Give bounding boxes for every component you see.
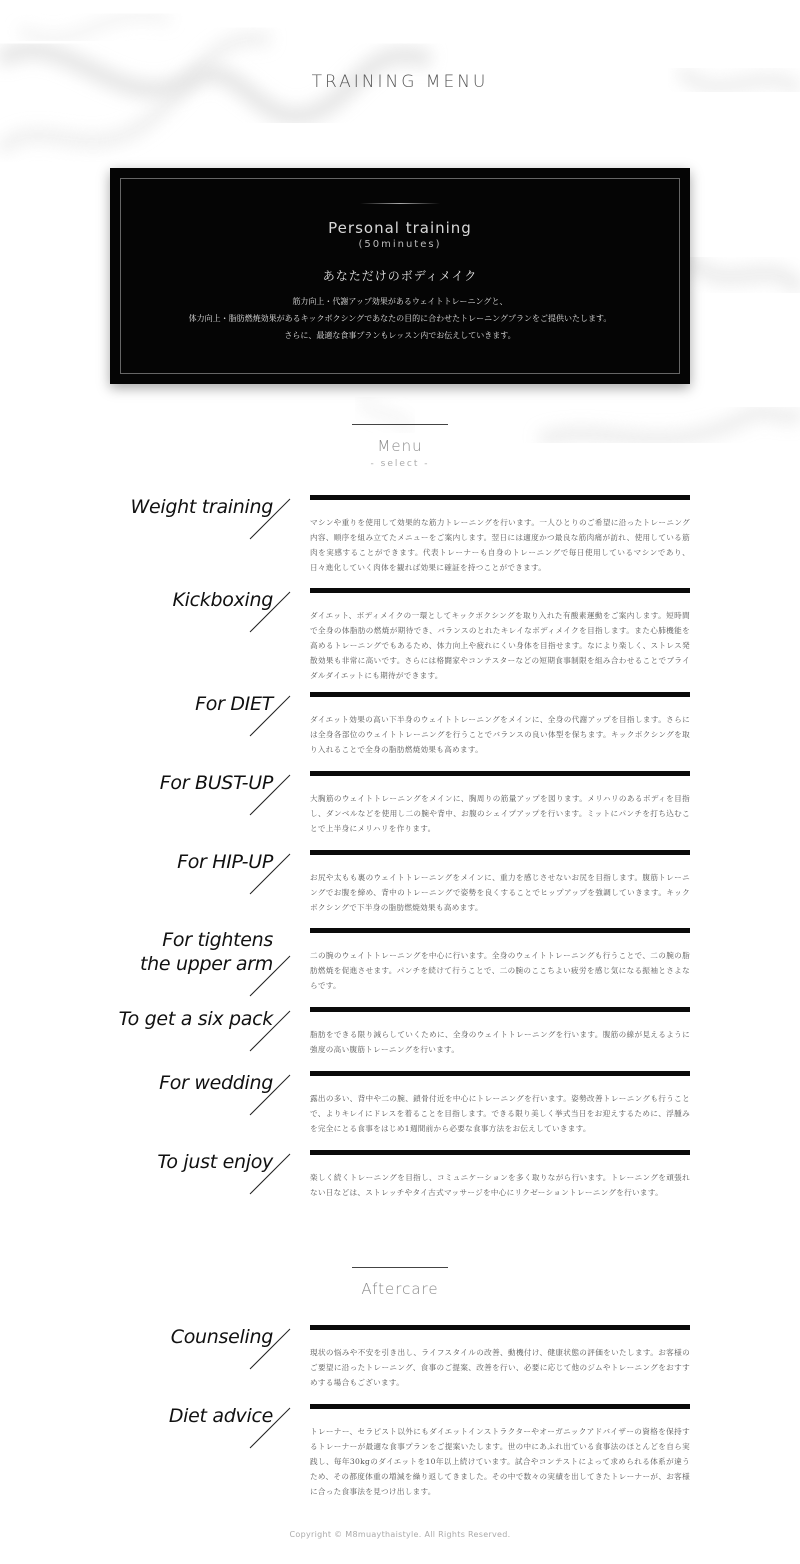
item-bar — [310, 1404, 690, 1409]
item-bar — [310, 1150, 690, 1155]
menu-section-header — [0, 424, 800, 469]
slash-decoration-icon — [248, 954, 292, 998]
menu-item-description: マシンや重りを使用して効果的な筋力トレーニングを行います。一人ひとりのご希望に沿ったトレーニング内容、順序を組み立てたメニューをご案内します。翌日には適度かつ最良な筋肉痛が訪れ、使用している筋肉を実感することができます。代表トレーナーも自身のトレーニングで毎日使用しているマシンであり、日々進化していく肉体を観れば効果に確証を持つことができます。 — [310, 518, 690, 572]
menu-item-description: 脂肪をできる限り減らしていくために、全身のウェイトトレーニングを行います。腹筋の線が見えるように強度の高い腹筋トレーニングを行います。 — [310, 1030, 690, 1054]
menu-item-description: ダイエット効果の高い下半身のウェイトトレーニングをメインに、全身の代謝アップを目指します。さらには全身各部位のウェイトトレーニングを行うことでバランスの良い体型を保ちます。キックボクシングを取り入れることで全身の脂肪燃焼効果も高めます。 — [310, 715, 690, 754]
menu-item-description: 大胸筋のウェイトトレーニングをメインに、胸周りの筋量アップを図ります。メリハリのあるボディを目指し、ダンベルなどを使用し二の腕や背中、お腹のシェイプアップを行います。ミットにパンチを打ち込むことで上半身にメリハリを作ります。 — [310, 794, 690, 833]
card-body — [121, 293, 679, 344]
menu-section-title: Menu — [377, 437, 423, 455]
card-frame — [120, 178, 680, 374]
item-bar — [310, 692, 690, 697]
slash-decoration-icon — [248, 1009, 292, 1053]
item-bar — [310, 1325, 690, 1330]
aftercare-item-title: Diet advice — [168, 1405, 273, 1427]
slash-decoration-icon — [248, 1327, 292, 1371]
card-duration: (50minutes) — [358, 239, 442, 250]
aftercare-item-title: Counseling — [170, 1326, 273, 1348]
menu-item-title: For wedding — [159, 1072, 273, 1094]
aftercare-section-header — [0, 1267, 800, 1298]
item-bar — [310, 588, 690, 593]
menu-item-description: 楽しく続くトレーニングを目指し、コミュニケーションを多く取りながら行います。トレーニングを頑張れない日などは、ストレッチやタイ古式マッサージを中心にリクゼーショントレーニングを行います。 — [310, 1173, 690, 1197]
menu-item-title-line: the upper arm — [140, 953, 273, 975]
menu-item-title: For DIET — [195, 693, 273, 715]
menu-item-description: 露出の多い、背中や二の腕、鎖骨付近を中心にトレーニングを行います。姿勢改善トレーニングも行うことで、よりキレイにドレスを着ることを目指します。できる限り美しく挙式当日をお迎えするために、浮腫みを完全にとる食事をはじめ1週間前から必要な食事方法をお伝えしていきます。 — [310, 1094, 690, 1133]
menu-item-title: For HIP-UP — [177, 851, 273, 873]
page-title: TRAINING MENU — [311, 72, 489, 92]
card-line: 筋力向上・代謝アップ効果があるウェイトトレーニングと、 — [292, 297, 508, 306]
item-bar — [310, 1071, 690, 1076]
menu-item-description: 二の腕のウェイトトレーニングを中心に行います。全身のウェイトトレーニングも行うことで、二の腕の脂肪燃焼を促進させます。パンチを続けて行うことで、二の腕のここちよい疲労を感じ気になる振袖とさよならです。 — [310, 951, 690, 990]
aftercare-section-title: Aftercare — [361, 1280, 439, 1298]
item-bar — [310, 1007, 690, 1012]
card-divider — [360, 203, 440, 204]
slash-decoration-icon — [248, 1152, 292, 1196]
item-bar — [310, 850, 690, 855]
slash-decoration-icon — [248, 694, 292, 738]
slash-decoration-icon — [248, 1406, 292, 1450]
menu-item-description: お尻や太もも裏のウェイトトレーニングをメインに、重力を感じさせないお尻を目指します。腹筋トレーニングでお腹を締め、背中のトレーニングで姿勢を良くすることでヒップアップを強調していきます。キックボクシングで下半身の脂肪燃焼効果も高めます。 — [310, 873, 690, 912]
item-bar — [310, 495, 690, 500]
menu-item-description: ダイエット、ボディメイクの一環としてキックボクシングを取り入れた有酸素運動をご案内します。短時間で全身の体脂肪の燃焼が期待でき、バランスのとれたキレイなボディメイクを目指します。また心肺機能を高めるトレーニングでもあるため、体力向上や疲れにくい身体を目指せます。なにより楽しく、ストレス発散効果も非常に高いです。さらには格闘家やコンテスターなどの短期食事制限を組み合わせることでブライダルダイエットにも期待ができます。 — [310, 611, 690, 680]
aftercare-item-description: 現状の悩みや不安を引き出し、ライフスタイルの改善、動機付け、健康状態の評価をいたします。お客様のご要望に沿ったトレーニング、食事のご提案、改善を行い、必要に応じて他のジムやトレーニングをおすすめする場合もございます。 — [310, 1348, 690, 1387]
item-bar — [310, 771, 690, 776]
menu-section-subtitle: - select - — [370, 459, 430, 469]
card-line: さらに、最適な食事プランもレッスン内でお伝えしていきます。 — [284, 331, 516, 340]
slash-decoration-icon — [248, 852, 292, 896]
aftercare-item-description: トレーナー、セラピスト以外にもダイエットインストラクターやオーガニックアドバイザーの資格を保持するトレーナーが最適な食事プランをご提案いたします。世の中にあふれ出ている食事法のほとんどを自ら実践し、毎年30kgのダイエットを10年以上続けています。試合やコンテストによって求められる体系が違うため、その都度体重の増減を繰り返してきました。その中で数々の実績を出してきたトレーナーが、お客様に合った食事法を見つけ出します。 — [310, 1427, 690, 1496]
menu-item-title: Weight training — [130, 496, 273, 518]
slash-decoration-icon — [248, 590, 292, 634]
personal-training-card — [110, 168, 690, 384]
menu-item-title: To get a six pack — [118, 1008, 273, 1030]
card-line: 体力向上・脂肪燃焼効果があるキックボクシングであなたの目的に合わせたトレーニングプランをご提供いたします。 — [188, 314, 612, 323]
footer-copyright: Copyright © M8muaythaistyle. All Rights Reserved. — [289, 1530, 511, 1539]
slash-decoration-icon — [248, 773, 292, 817]
menu-item-title-line: For tightens — [162, 929, 273, 951]
slash-decoration-icon — [248, 497, 292, 541]
slash-decoration-icon — [248, 1073, 292, 1117]
menu-item-title: For BUST-UP — [159, 772, 273, 794]
item-bar — [310, 928, 690, 933]
section-divider — [352, 424, 448, 425]
card-title: Personal training — [328, 219, 472, 237]
card-catchcopy: あなただけのボディメイク — [322, 269, 478, 283]
menu-item-title: To just enjoy — [157, 1151, 273, 1173]
menu-item-title: Kickboxing — [172, 589, 273, 611]
section-divider — [352, 1267, 448, 1268]
